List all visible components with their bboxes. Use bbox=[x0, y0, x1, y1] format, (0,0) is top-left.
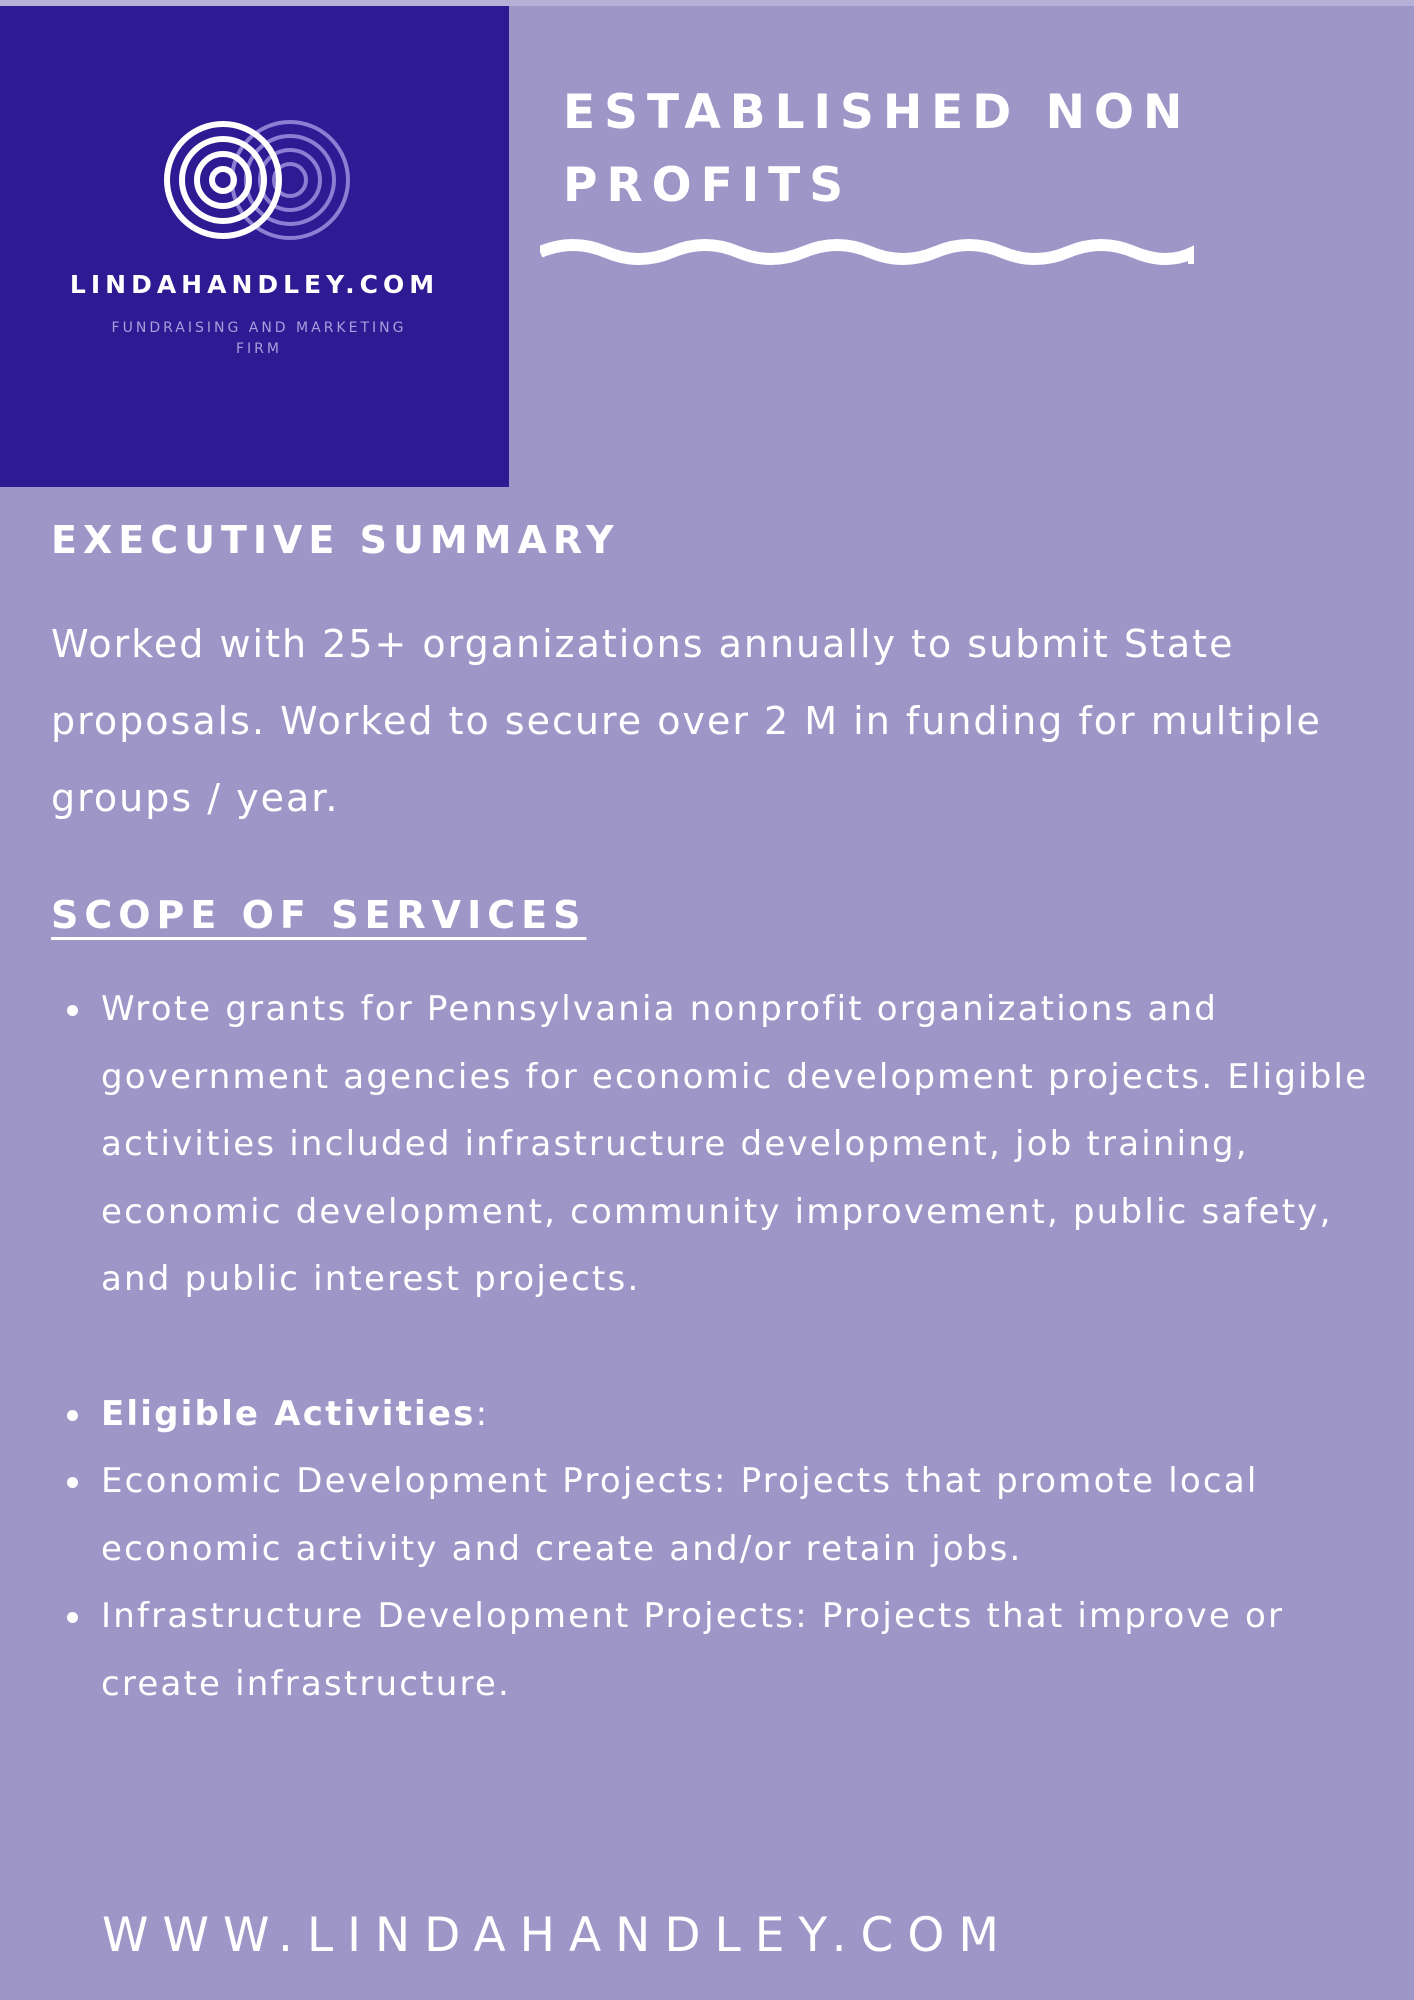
eligible-activities-label: Eligible Activities bbox=[101, 1393, 476, 1434]
eligible-activities-suffix: : bbox=[475, 1393, 490, 1434]
document-title: ESTABLISHED NON PROFITS bbox=[563, 85, 1192, 213]
wave-divider bbox=[540, 236, 1194, 278]
executive-summary-heading: EXECUTIVE SUMMARY bbox=[51, 518, 620, 562]
list-item-text: Wrote grants for Pennsylvania nonprofit organizations and government agencies for economic development projects. Eligible activities included infrastructure development, job training, economic development, community improvement, public safety, and public interest projects. bbox=[101, 989, 1369, 1299]
logo-block bbox=[0, 6, 509, 487]
list-item-text: Economic Development Projects: Projects that promote local economic activity and create and/or retain jobs. bbox=[101, 1461, 1259, 1569]
brand-name: LINDAHANDLEY.COM bbox=[69, 270, 440, 299]
list-item bbox=[51, 976, 1381, 1314]
concentric-circles-logo-icon bbox=[158, 114, 358, 254]
brand-tagline: FUNDRAISING AND MARKETING FIRM bbox=[111, 320, 407, 357]
list-item bbox=[51, 1448, 1381, 1583]
services-list bbox=[51, 976, 1381, 1718]
scope-of-services-heading: SCOPE OF SERVICES bbox=[51, 893, 587, 937]
executive-summary-body: Worked with 25+ organizations annually to submit State proposals. Worked to secure over 2 M in funding for multiple groups / year. bbox=[51, 622, 1322, 820]
list-item bbox=[51, 1381, 1381, 1449]
list-item bbox=[51, 1583, 1381, 1718]
footer-website: WWW.LINDAHANDLEY.COM bbox=[102, 1908, 1013, 1963]
list-item-text: Infrastructure Development Projects: Projects that improve or create infrastructure. bbox=[101, 1596, 1285, 1704]
